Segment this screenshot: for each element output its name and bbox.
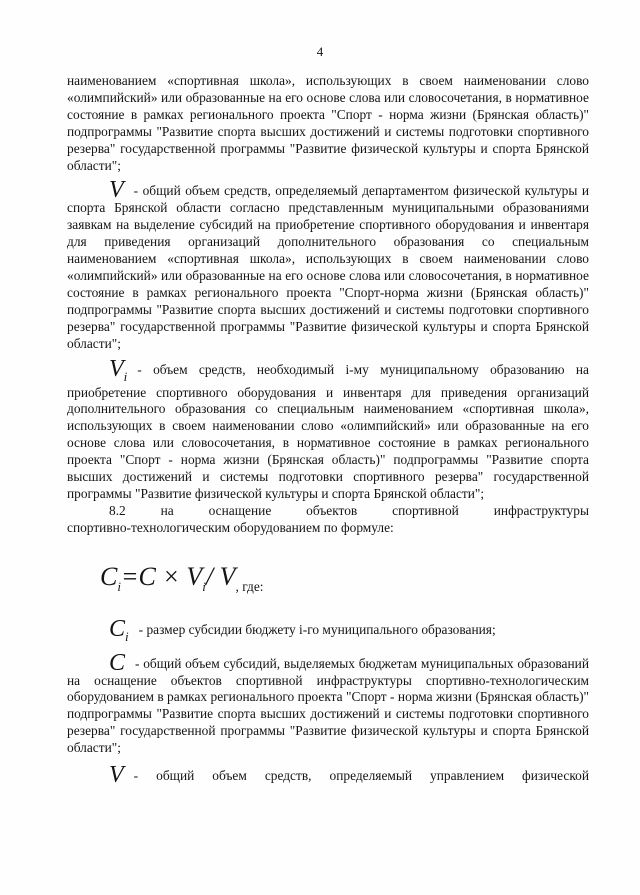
page-number: 4 [316, 44, 324, 59]
paragraph-v2-definition [67, 762, 589, 789]
c-symbol: C [109, 649, 126, 676]
v2-definition-text: - общий объем средств, определяемый управлением физической [133, 768, 589, 784]
paragraph-vi-definition [67, 355, 589, 503]
ci-definition-text: - размер субсидии бюджету i-го муниципального образования; [138, 621, 496, 637]
paragraph-8-2: 8.2 на оснащение объектов спортивной инфраструктуры [109, 502, 589, 518]
paragraph-ci-definition [67, 615, 589, 645]
document-body [67, 73, 589, 789]
c-definition-text: - общий объем субсидий, выделяемых бюджетам муниципальных образований на оснащение объектов спортивной инфраструктуры спортивно-технологическим оборудованием в рамках регионального проекта "Спорт - норма жизни (Брянская область)" подпрограммы "Развитие спорта высших достижений и системы подготовки спортивного резерва" государственной программы "Развитие физической культуры и спорта Брянской области"; [67, 655, 589, 756]
vi-definition-text: - объем средств, необходимый i-му муниципальному образованию на приобретение спортивного оборудования и инвентаря для приведения организаций дополнительного образования со специальным наименованием «спортивная школа», использующих в своем наименовании слово «олимпийский» или образованные на его основе слова или словосочетания, в нормативное состояние в рамках регионального проекта "Спорт - норма жизни (Брянская область)" подпрограммы "Развитие спорта высших достижений и системы подготовки спортивного резерва" государственной программы "Развитие физической культуры и спорта Брянской области"; [67, 361, 589, 501]
v-definition-text: - общий объем средств, определяемый департаментом физической культуры и спорта Брянской области согласно представленным муниципальными образованиями заявкам на выделение субсидий на приобретение спортивного оборудования и инвентаря для приведения организаций дополнительного образования со специальным наименованием «спортивная школа», использующих в своем наименовании слово «олимпийский» или образованные на его основе слова или словосочетания, в нормативное состояние в рамках регионального проекта "Спорт-норма жизни (Брянская область)" подпрограммы "Развитие спорта высших достижений и системы подготовки спортивного резерва" государственной программы "Развитие физической культуры и спорта Брянской области"; [67, 183, 589, 351]
paragraph-8-2-line-2: спортивно-технологическим оборудованием по формуле: [67, 519, 394, 535]
formula-where: , где: [235, 578, 264, 594]
paragraph-c-definition [67, 649, 589, 757]
v-symbol: V [109, 177, 124, 204]
vi-symbol: $V_i$ [109, 355, 128, 384]
v2-symbol: V [109, 762, 124, 789]
paragraph-1: наименованием «спортивная школа», использующих в своем наименовании слово «олимпийский» или образованные на его основе слова или словосочетания, в нормативное состояние в рамках регионального проекта "Спорт - норма жизни (Брянская область)" подпрограммы "Развитие спорта высших достижений и системы подготовки спортивного резерва" государственной программы "Развитие физической культуры и спорта Брянской области"; [67, 73, 589, 173]
subsidy-formula: $C_i=C \times V_i/$ $V_{, где:}$ [100, 561, 264, 594]
paragraph-v-definition [67, 177, 589, 352]
ci-symbol: $C_i$ [109, 615, 129, 644]
formula-block [67, 537, 589, 615]
